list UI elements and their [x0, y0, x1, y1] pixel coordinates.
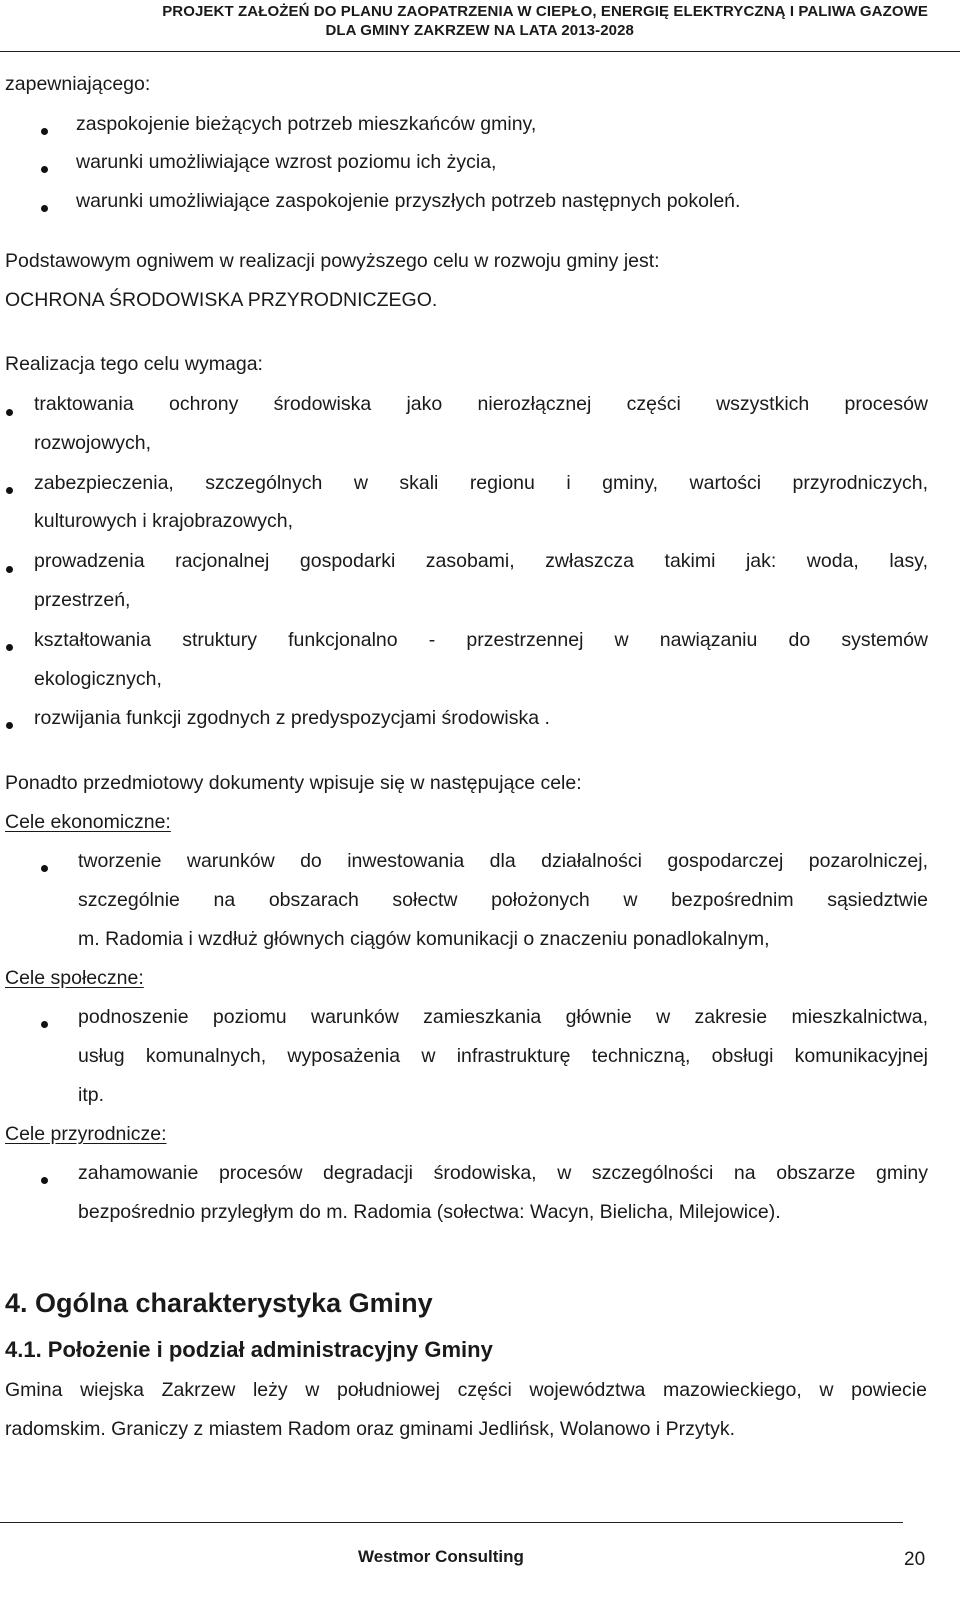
- goals-nature-line2: bezpośrednio przyległym do m. Radomia (sołectwa: Wacyn, Bielicha, Milejowice).: [78, 1201, 781, 1223]
- subsection-heading: 4.1. Położenie i podział administracyjny Gminy: [5, 1337, 493, 1362]
- bullet-icon: [6, 566, 13, 573]
- bullet-icon: [41, 205, 48, 212]
- footer-rule: [0, 1522, 903, 1523]
- page-number: 20: [904, 1549, 926, 1570]
- bullet-icon: [6, 722, 13, 729]
- section-heading: 4. Ogólna charakterystyka Gminy: [5, 1288, 433, 1318]
- intro-lead: zapewniającego:: [5, 73, 151, 95]
- requirement-5-line1: rozwijania funkcji zgodnych z predyspozycjami środowiska .: [34, 707, 550, 729]
- header-title-line2: DLA GMINY ZAKRZEW NA LATA 2013-2028: [325, 22, 634, 39]
- bullet-icon: [41, 128, 48, 135]
- requirement-1-line2: rozwojowych,: [34, 432, 152, 454]
- goals-social-line3: itp.: [78, 1084, 105, 1106]
- goals-economic-title: Cele ekonomiczne:: [5, 811, 171, 833]
- bullet-icon: [41, 1177, 48, 1184]
- intro-caps-statement: OCHRONA ŚRODOWISKA PRZYRODNICZEGO.: [5, 289, 438, 311]
- bullet-icon: [6, 409, 13, 416]
- requirement-2-line2: kulturowych i krajobrazowych,: [34, 510, 294, 532]
- bullet-icon: [6, 487, 13, 494]
- intro-bullet-1: zaspokojenie bieżących potrzeb mieszkańców gminy,: [76, 113, 537, 135]
- requirement-3-line1: prowadzenia racjonalnej gospodarki zasobami, zwłaszcza takimi jak: woda, lasy,: [34, 550, 928, 572]
- intro-bullet-3: warunki umożliwiające zaspokojenie przyszłych potrzeb następnych pokoleń.: [76, 190, 741, 212]
- bullet-icon: [41, 865, 48, 872]
- goals-social-line2: usług komunalnych, wyposażenia w infrastrukturę techniczną, obsługi komunikacyjnej: [78, 1045, 928, 1067]
- requirements-lead: Realizacja tego celu wymaga:: [5, 353, 263, 375]
- goals-nature-line1: zahamowanie procesów degradacji środowiska, w szczególności na obszarze gminy: [78, 1162, 928, 1184]
- requirement-4-line2: ekologicznych,: [34, 668, 162, 690]
- bullet-icon: [41, 166, 48, 173]
- goals-social-line1: podnoszenie poziomu warunków zamieszkania głównie w zakresie mieszkalnictwa,: [78, 1006, 928, 1028]
- header-rule: [0, 51, 960, 52]
- requirement-1-line1: traktowania ochrony środowiska jako nierozłącznej części wszystkich procesów: [34, 393, 928, 415]
- goals-nature-title: Cele przyrodnicze:: [5, 1123, 167, 1145]
- requirement-2-line1: zabezpieczenia, szczególnych w skali regionu i gminy, wartości przyrodniczych,: [34, 472, 928, 494]
- footer-company: Westmor Consulting: [358, 1547, 524, 1566]
- section-paragraph-line2: radomskim. Graniczy z miastem Radom oraz gminami Jedlińsk, Wolanowo i Przytyk.: [5, 1418, 736, 1440]
- requirement-3-line2: przestrzeń,: [34, 589, 131, 611]
- requirement-4-line1: kształtowania struktury funkcjonalno - przestrzennej w nawiązaniu do systemów: [34, 629, 928, 651]
- header-title-line1: PROJEKT ZAŁOŻEŃ DO PLANU ZAOPATRZENIA W CIEPŁO, ENERGIĘ ELEKTRYCZNĄ I PALIWA GAZOWE: [162, 3, 928, 20]
- goals-economic-line2: szczególnie na obszarach sołectw położonych w bezpośrednim sąsiedztwie: [78, 889, 928, 911]
- bullet-icon: [41, 1021, 48, 1028]
- goals-lead: Ponadto przedmiotowy dokumenty wpisuje się w następujące cele:: [5, 772, 582, 794]
- goals-economic-line3: m. Radomia i wzdłuż głównych ciągów komunikacji o znaczeniu ponadlokalnym,: [78, 928, 770, 950]
- intro-bullet-2: warunki umożliwiające wzrost poziomu ich życia,: [76, 151, 497, 173]
- goals-economic-line1: tworzenie warunków do inwestowania dla działalności gospodarczej pozarolniczej,: [78, 850, 928, 872]
- intro-paragraph: Podstawowym ogniwem w realizacji powyższego celu w rozwoju gminy jest:: [5, 250, 660, 272]
- goals-social-title: Cele społeczne:: [5, 967, 144, 989]
- section-paragraph-line1: Gmina wiejska Zakrzew leży w południowej części województwa mazowieckiego, w powiecie: [5, 1379, 927, 1401]
- bullet-icon: [6, 644, 13, 651]
